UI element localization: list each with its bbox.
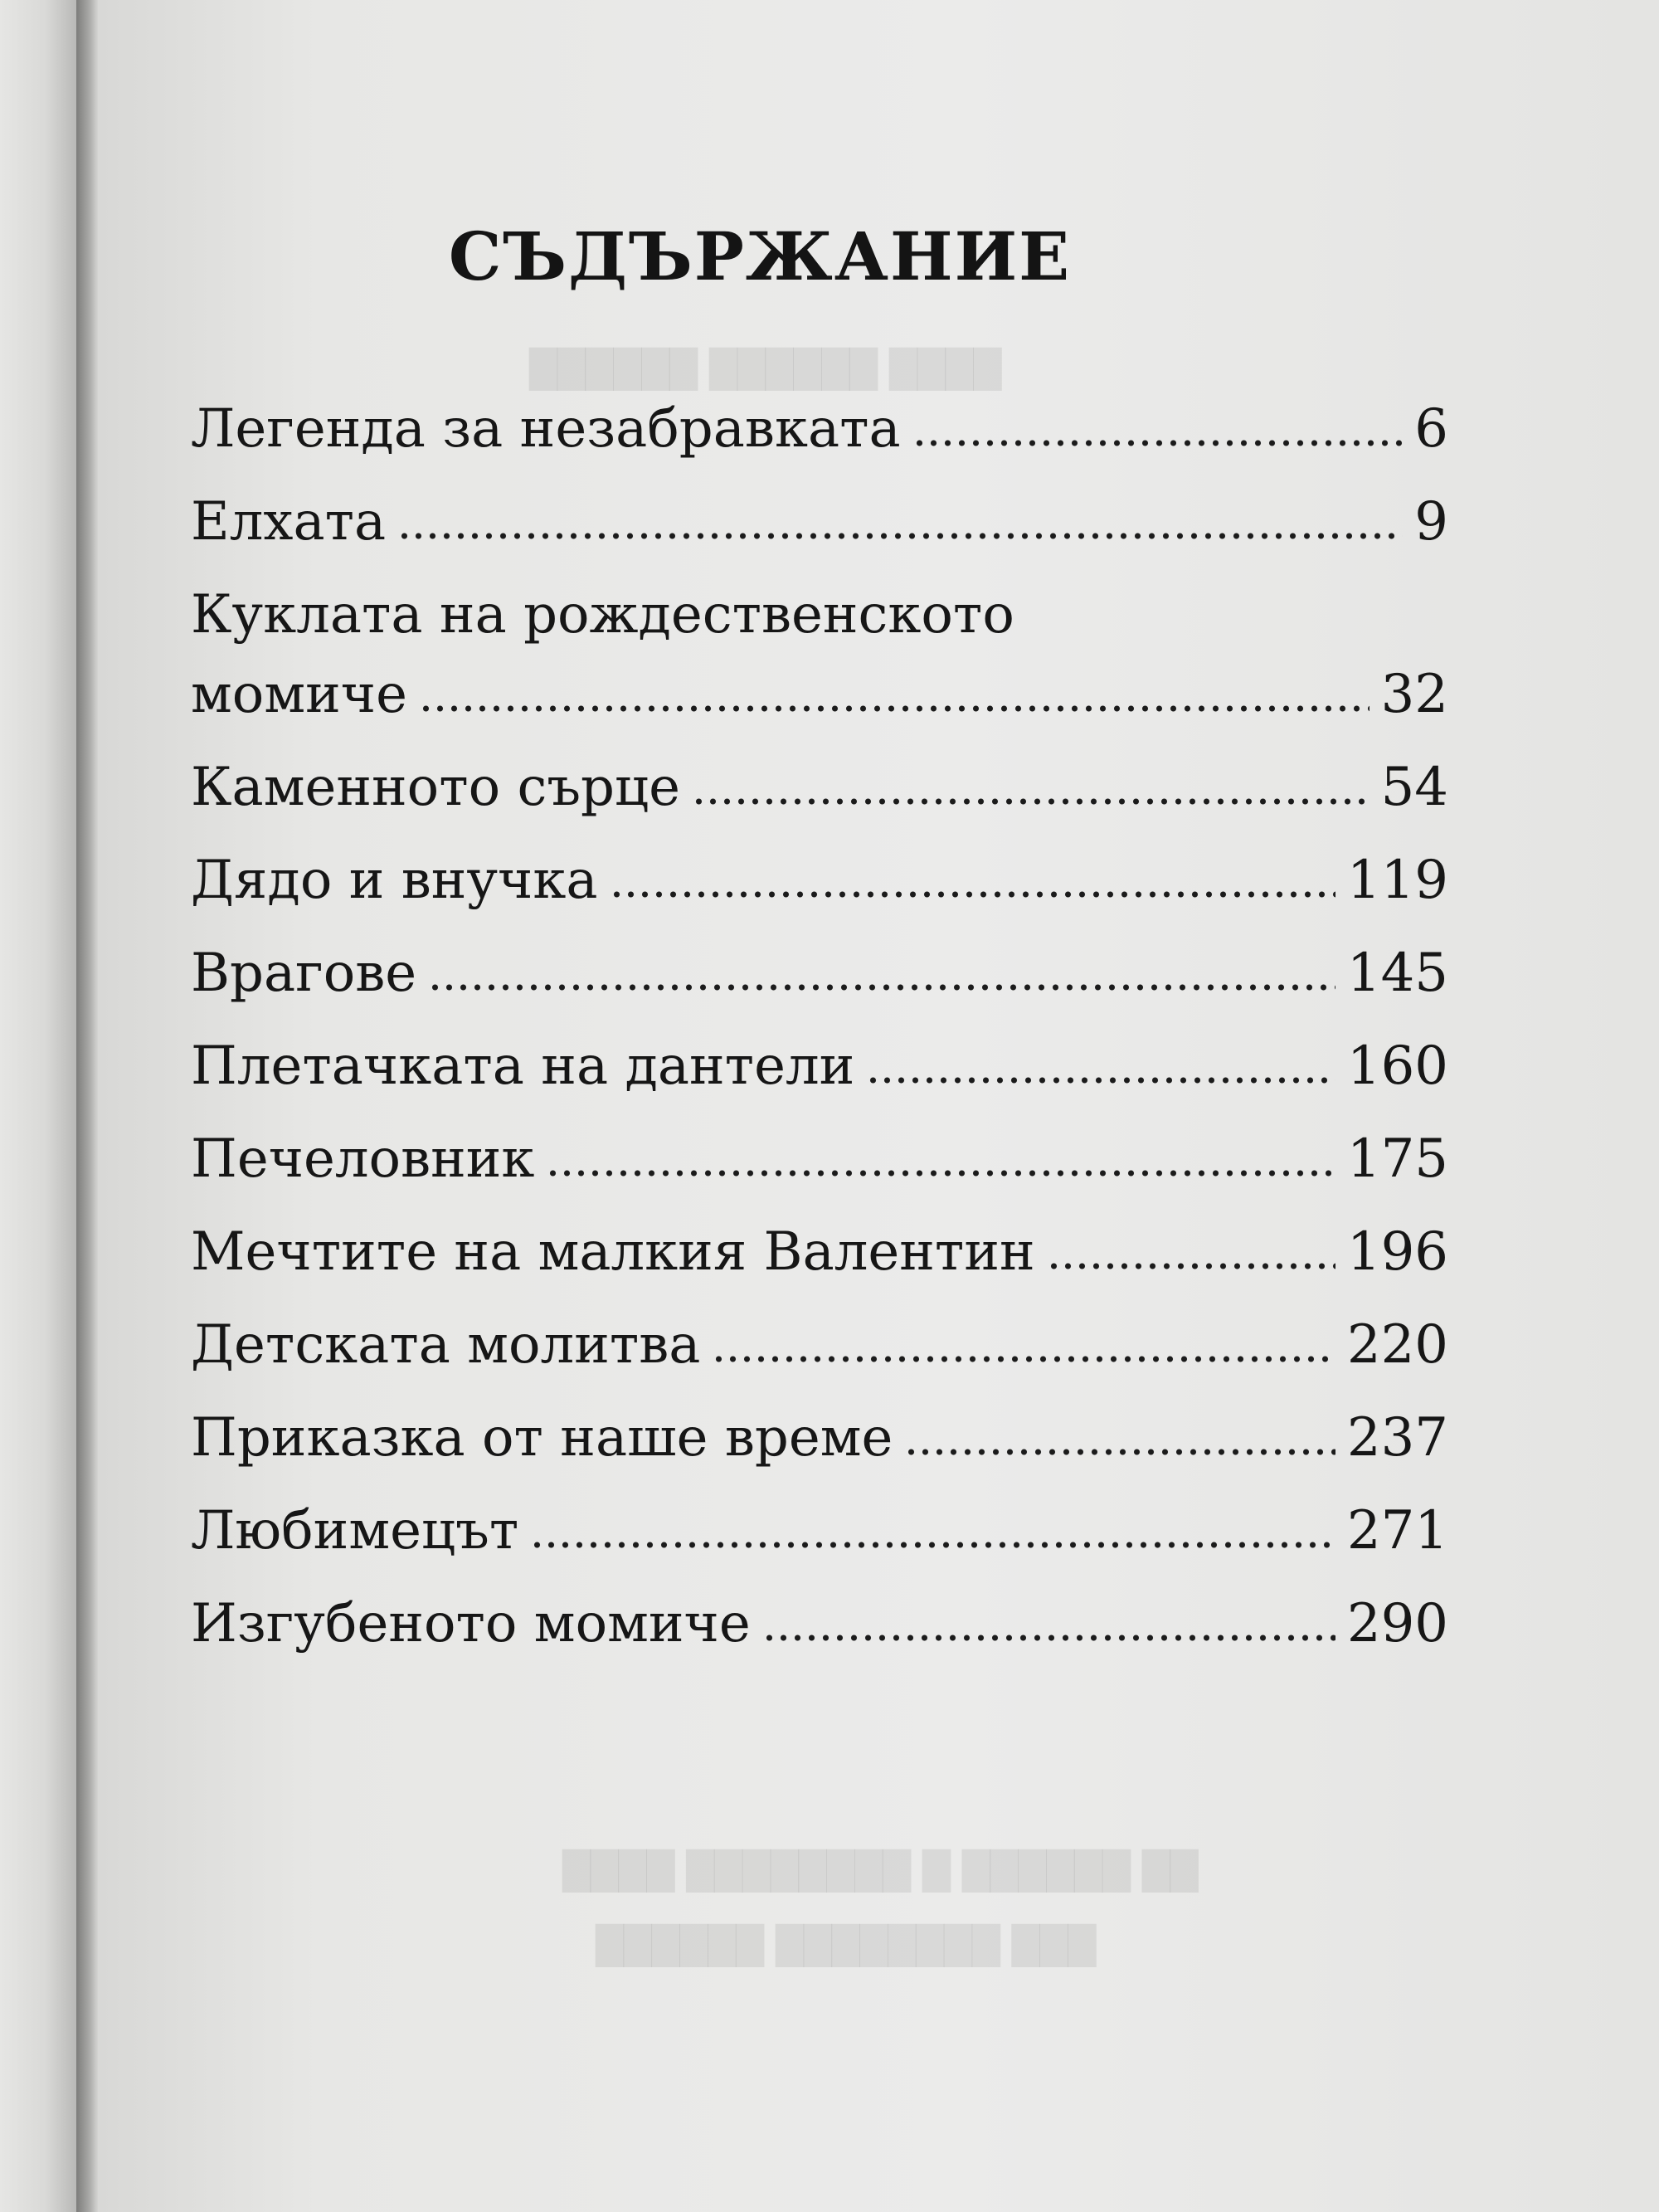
dot-leader — [762, 1635, 1335, 1641]
toc-entry — [191, 1407, 1448, 1500]
entry-title-line1: Куклата на рождественското — [191, 584, 1014, 646]
toc-entry — [191, 1593, 1448, 1686]
entry-page-number: 54 — [1380, 757, 1448, 818]
entry-title: Легенда за незабравката — [191, 398, 901, 460]
show-through-text: ████ ██████ ██████ — [529, 348, 1002, 391]
entry-title: Дядо и внучка — [191, 850, 598, 911]
dot-leader — [866, 1077, 1335, 1084]
facing-page-edge — [0, 0, 76, 2212]
entry-title: Мечтите на малкия Валентин — [191, 1221, 1035, 1283]
entry-title: Детската молитва — [191, 1314, 701, 1376]
toc-entry — [191, 664, 1448, 757]
show-through-text: ███ ████████ ██████ — [596, 1925, 1097, 1967]
entry-title: Изгубеното момиче — [191, 1593, 751, 1654]
entry-title: Елхата — [191, 491, 387, 553]
dot-leader — [692, 798, 1370, 805]
toc-entry — [191, 1500, 1448, 1593]
dot-leader — [530, 1542, 1335, 1548]
entry-page-number: 196 — [1346, 1221, 1448, 1283]
entry-page-number: 9 — [1414, 491, 1448, 553]
toc-entry — [191, 850, 1448, 943]
dot-leader — [912, 440, 1404, 446]
entry-title: Врагове — [191, 943, 417, 1004]
toc-entry — [191, 398, 1448, 491]
entry-page-number: 145 — [1346, 943, 1448, 1004]
dot-leader — [546, 1170, 1335, 1177]
toc-entry — [191, 491, 1448, 584]
contents-page — [98, 0, 1659, 2212]
dot-leader — [397, 533, 1403, 539]
entry-title: Плетачката на дантели — [191, 1035, 855, 1097]
toc-entry — [191, 1128, 1448, 1221]
dot-leader — [712, 1356, 1335, 1362]
page-title: СЪДЪРЖАНИЕ — [448, 217, 1072, 295]
entry-page-number: 220 — [1346, 1314, 1448, 1376]
entry-title: Каменното сърце — [191, 757, 681, 818]
entry-page-number: 160 — [1346, 1035, 1448, 1097]
entry-page-number: 237 — [1346, 1407, 1448, 1469]
toc-entry — [191, 1035, 1448, 1128]
toc-entry — [191, 1314, 1448, 1407]
entry-title: Приказка от наше време — [191, 1407, 893, 1469]
entry-page-number: 290 — [1346, 1593, 1448, 1654]
dot-leader — [428, 984, 1335, 991]
toc-entry — [191, 1221, 1448, 1314]
dot-leader — [904, 1449, 1335, 1455]
toc-entry — [191, 757, 1448, 850]
entry-title-line2: момиче — [191, 664, 407, 725]
entry-title: Любимецът — [191, 1500, 519, 1562]
entry-page-number: 271 — [1346, 1500, 1448, 1562]
dot-leader — [610, 891, 1335, 898]
dot-leader — [1047, 1263, 1335, 1269]
entry-page-number: 6 — [1414, 398, 1448, 460]
dot-leader — [419, 705, 1370, 712]
table-of-contents — [191, 398, 1448, 1686]
show-through-text: ██ ██████ █ ████████ ████ — [562, 1850, 1199, 1893]
toc-entry — [191, 943, 1448, 1035]
entry-page-number: 32 — [1380, 664, 1448, 725]
entry-page-number: 175 — [1346, 1128, 1448, 1190]
entry-page-number: 119 — [1346, 850, 1448, 911]
entry-title: Печеловник — [191, 1128, 535, 1190]
book-gutter — [76, 0, 98, 2212]
toc-entry-first-line — [191, 584, 1448, 664]
